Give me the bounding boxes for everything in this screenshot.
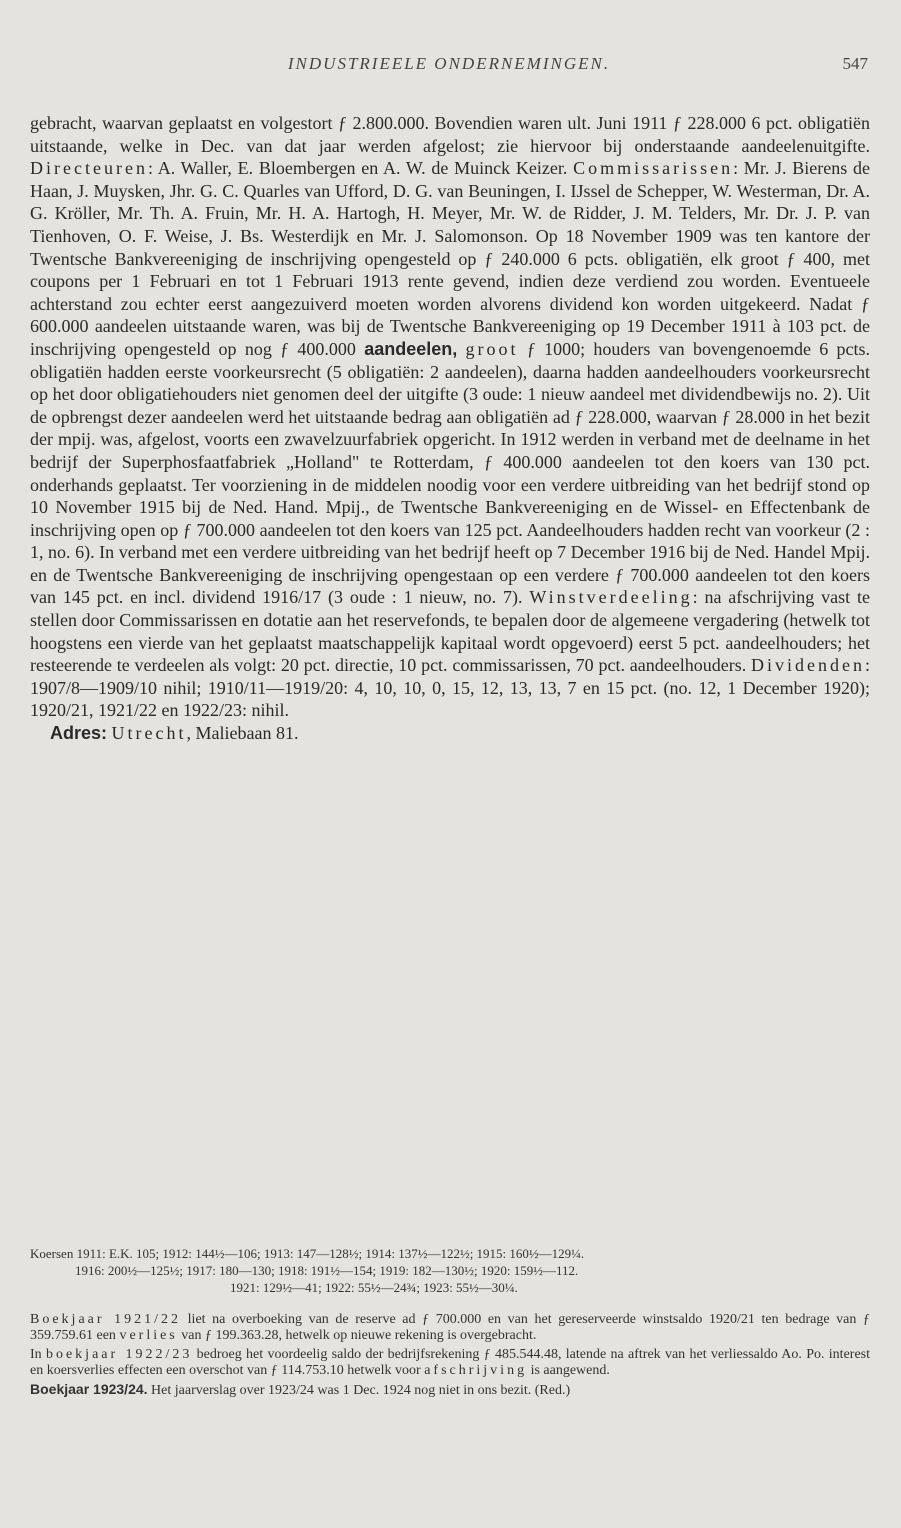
note2-prefix: In <box>30 1347 46 1362</box>
note2-text: bedroeg het voordeelig saldo der bedrijfsrekening ƒ 485.544.48, latende na aftrek van het verliessaldo Ao. Po. interest en koersverlies effecten een overschot van ƒ 114.753.10 hetwelk voor <box>30 1347 870 1378</box>
company-description <box>30 112 870 745</box>
commissarissen-text: : Mr. J. Bierens de Haan, J. Muysken, Jhr. G. C. Quarles van Ufford, D. G. van Beuningen, I. IJssel de Schepper, W. Westerman, Dr. A. G. Kröller, Mr. Th. A. Fruin, Mr. H. A. Hartogh, H. Meyer, Mr. W. de Ridder, J. M. Telders, Mr. Dr. J. P. van Tienhoven, O. F. Weise, J. Bs. Westerdijk en Mr. J. Salomonson. Op 18 November 1909 was ten kantore der Twentsche Bankvereeniging de inschrijving opengesteld op ƒ 240.000 6 pcts. obligatiën, elk groot ƒ 400, met coupons per 1 Februari en tot 1 Februari 1913 rente gevend, indien deze verdiend zou worden. Eventueele achterstand zou echter eerst aangezuiverd moeten worden alvorens dividend kon worden uitgekeerd. Nadat ƒ 600.000 aandeelen uitstaande waren, was bij de Twentsche Bankvereeniging op 19 December 1911 à 103 pct. de inschrijving opengesteld op nog ƒ 400.000 <box>30 158 870 359</box>
note2-afschrijving: afschrijving <box>424 1362 528 1378</box>
koersen-block <box>30 1245 870 1296</box>
note-boekjaar-1923-24 <box>30 1382 870 1399</box>
koersen-line-2: 1916: 200½—125½; 1917: 180—130; 1918: 191½—154; 1919: 182—130½; 1920: 159½—112. <box>75 1263 579 1278</box>
koersen-line-1: Koersen 1911: E.K. 105; 1912: 144½—106; 1913: 147—128½; 1914: 137½—122½; 1915: 160½—129¼. <box>30 1246 585 1261</box>
note3-text: Het jaarverslag over 1923/24 was 1 Dec. 1924 nog niet in ons bezit. (Red.) <box>147 1383 571 1398</box>
directeuren-text: : A. Waller, E. Bloembergen en A. W. de Muinck Keizer. <box>147 158 574 179</box>
note1-text: liet na overboeking van de reserve ad ƒ 700.000 en van het gereserveerde winstsaldo 1920/21 ten bedrage van ƒ 359.759.61 een <box>30 1312 871 1343</box>
annual-notes <box>30 1312 870 1403</box>
history-text: gebracht, waarvan geplaatst en volgestort ƒ 2.800.000. Bovendien waren ult. Juni 1911 ƒ 228.000 6 pct. obligatiën uitstaande, welke in Dec. van dat jaar werden afgelost; zie hiervoor bij onderstaande aandeelenuitgifte. <box>30 113 870 156</box>
page-header <box>30 54 868 84</box>
note-boekjaar-1921-22 <box>30 1312 870 1343</box>
note1-label: Boekjaar 1921/22 <box>30 1312 182 1327</box>
address-line <box>30 722 870 745</box>
winstverdeeling-label: Winstverdeeling <box>529 587 693 608</box>
note2-text-end: is aangewend. <box>527 1362 610 1378</box>
commissarissen-label: Commissarissen <box>573 158 734 179</box>
note1-verlies: verlies <box>119 1327 178 1343</box>
page-number: 547 <box>842 54 868 73</box>
adres-city: Utrecht <box>111 723 187 744</box>
note2-label: boekjaar 1922/23 <box>45 1347 193 1362</box>
aandeelen-label: aandeelen, <box>364 338 458 359</box>
note1-text-end: van ƒ 199.363.28, hetwelk op nieuwe rekening is overgebracht. <box>177 1327 537 1343</box>
winstverdeeling-text: : na afschrijving vast te stellen door Commissarissen en dotatie aan het reservefonds, te bepalen door de algemeene vergadering (hetwelk tot hoogstens een vierde van het geplaatst maatschappelijk kapitaal wordt opgevoerd) eerst 5 pct. aandeelhouders; het resteerende te verdeelen als volgt: 20 pct. directie, 10 pct. commissarissen, 70 pct. aandeelhouders. <box>30 587 870 676</box>
koersen-line-3: 1921: 129½—41; 1922: 55½—24¾; 1923: 55½—30¼. <box>230 1280 518 1295</box>
note3-label: Boekjaar 1923/24. <box>30 1381 148 1397</box>
issue-text: ƒ 1000; houders van bovengenoemde 6 pcts. obligatiën hadden eerste voorkeursrecht (5 obligatiën: 2 aandeelen), daarna hadden aandeelhouders voorkeursrecht op het door obligatiehouders niet genomen deel der uitgifte (3 oude: 1 nieuw aandeel met dividendbewijs no. 2). Uit de opbrengst dezer aandeelen werd het uitstaande bedrag aan obligatiën ad ƒ 228.000, waarvan ƒ 28.000 in het bezit der mpij. was, afgelost, voorts een zwavelzuurfabriek opgericht. In 1912 werden in verband met de deelname in het bedrijf der Superphosfaatfabriek „Holland" te Rotterdam, ƒ 400.000 aandeelen tot den koers van 130 pct. onderhands geplaatst. Ter voorziening in de middelen noodig voor een verdere uitbreiding van het bedrijf stond op 10 November 1915 bij de Ned. Hand. Mpij., de Twentsche Bankvereeniging en de Wissel- en Effectenbank de inschrijving open op ƒ 700.000 aandeelen tot den koers van 125 pct. Aandeelhouders hadden recht van voorkeur (2 : 1, no. 6). In verband met een verdere uitbreiding van het bedrijf heeft op 7 December 1916 bij de Ned. Handel Mpij. en de Twentsche Bankvereeniging de inschrijving opengestaan op een verdere ƒ 700.000 aandeelen tot den koers van 145 pct. en incl. dividend 1916/17 (3 oude : 1 nieuw, no. 7). <box>30 338 871 608</box>
adres-street: , Maliebaan 81. <box>186 723 299 744</box>
adres-label: Adres: <box>50 723 108 744</box>
dividenden-text: : 1907/8—1909/10 nihil; 1910/11—1919/20: 4, 10, 10, 0, 15, 12, 13, 13, 7 en 15 pct. (no. 12, 1 December 1920); 1920/21, 1921/22 en 1922/23: nihil. <box>30 655 870 721</box>
note-boekjaar-1922-23 <box>30 1347 870 1378</box>
groot-label: groot <box>465 338 519 359</box>
directeuren-label: Directeuren <box>30 158 148 179</box>
running-head: INDUSTRIEELE ONDERNEMINGEN. <box>287 54 611 73</box>
main-paragraph <box>30 112 870 722</box>
dividenden-label: Dividenden <box>751 655 865 676</box>
